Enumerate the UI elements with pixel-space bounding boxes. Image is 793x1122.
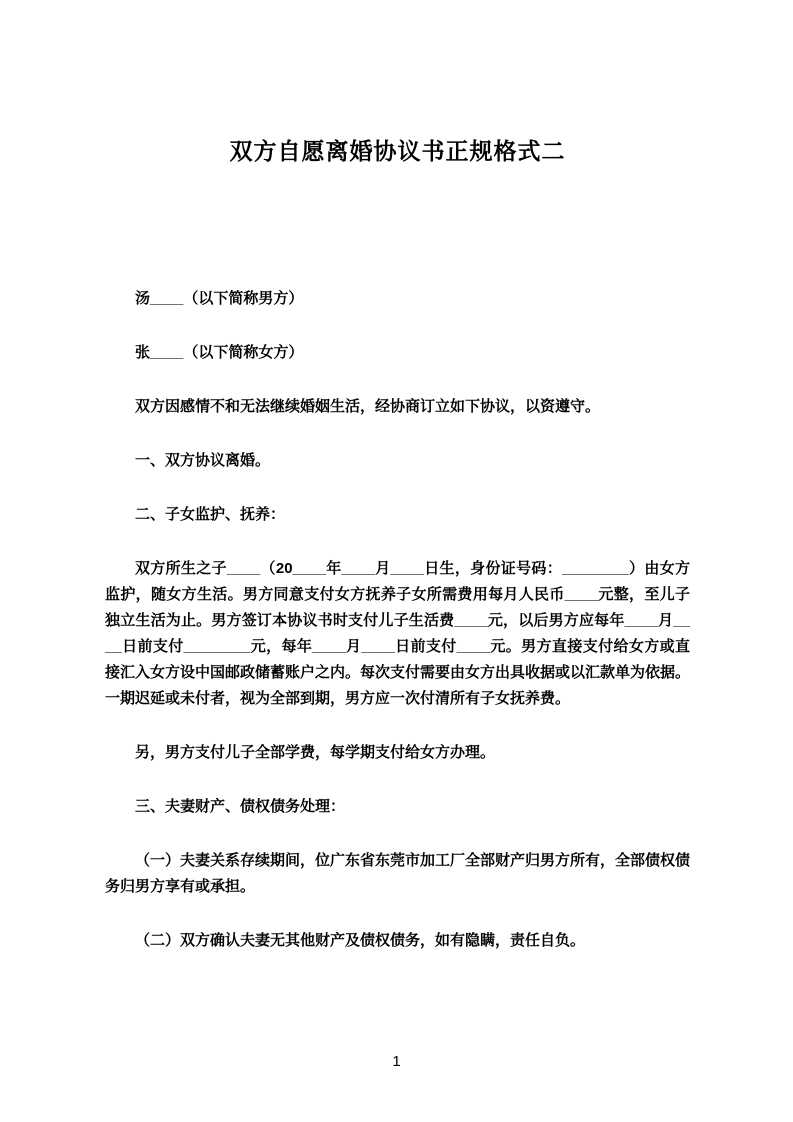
paragraph-clause-3-heading: 三、夫妻财产、债权债务处理： [135,798,346,815]
paragraph-preamble: 双方因感情不和无法继续婚姻生活，经协商订立如下协议，以资遵守。 [135,398,601,415]
paragraph-clause-3-item-2: （二）双方确认夫妻无其他财产及债权债务，如有隐瞒，责任自负。 [135,932,586,949]
paragraph-tuition-note: 另，男方支付儿子全部学费，每学期支付给女方办理。 [135,744,496,761]
document-content [0,140,793,954]
paragraph-party-male: 汤____（以下简称男方） [135,290,304,307]
document-title: 双方自愿离婚协议书正规格式二 [229,138,566,164]
page-number: 1 [392,1053,401,1070]
paragraph-clause-2-body: 双方所生之子____（20____年____月____日生，身份证号码：________）由女方监护，随女方生活。男方同意支付女方抚养子女所需费用每月人民币____元整，至儿子独立生活为止。男方签订本协议书时支付儿子生活费____元，以后男方应每年____月____日前支付________元，每年____月____日前支付____元。男方直接支付给女方或直接汇入女方设中国邮政储蓄账户之内。每次支付需要由女方出具收据或以汇款单为依据。一期迟延或未付者，视为全部到期，男方应一次付清所有子女抚养费。 [105,560,691,707]
paragraph-clause-3-item-1: （一）夫妻关系存续期间，位广东省东莞市加工厂全部财产归男方所有，全部债权债务归男方享有或承担。 [105,852,691,895]
paragraph-clause-2-heading: 二、子女监护、抚养： [135,506,286,523]
paragraph-party-female: 张____（以下简称女方） [135,344,304,361]
paragraph-clause-1: 一、双方协议离婚。 [135,452,271,469]
